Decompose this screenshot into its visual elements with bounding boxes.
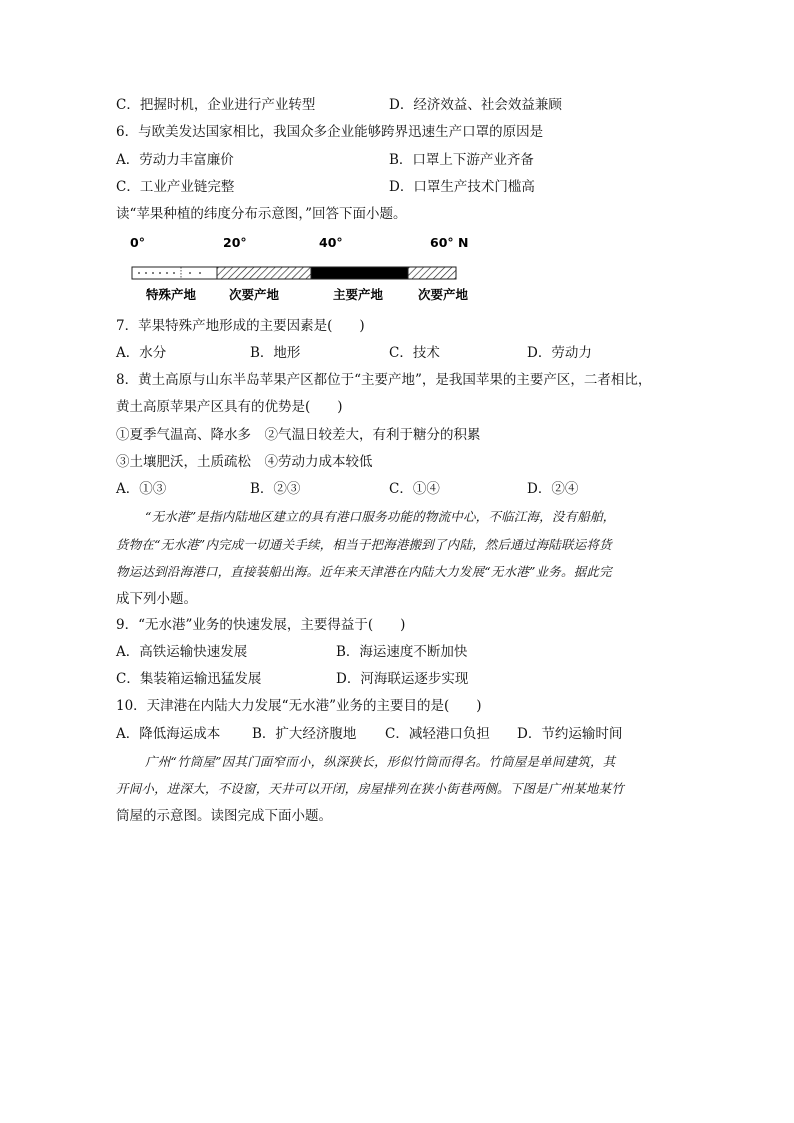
lat-label-40: 40°: [319, 235, 343, 250]
q6-option-b: B．口罩上下游产业齐备: [389, 152, 534, 168]
q8-stem-line1: 8．黄土高原与山东半岛苹果产区都位于“主要产地”，是我国苹果的主要产区，二者相比，: [116, 372, 652, 388]
q8-option-b: B．②③: [250, 481, 301, 497]
q7-option-a: A．水分: [116, 345, 167, 361]
zone-label-special: 特殊产地: [146, 287, 197, 302]
zone-label-secondary-south: 次要产地: [229, 287, 280, 302]
zone-label-secondary-north: 次要产地: [418, 287, 469, 302]
q10-stem: 10．天津港在内陆大力发展“无水港”业务的主要目的是( ): [116, 698, 482, 714]
tube-passage-line3: 筒屋的示意图。读图完成下面小题。: [116, 808, 332, 824]
q10-option-a: A．降低海运成本: [116, 726, 221, 742]
q9-option-b: B．海运速度不断加快: [336, 644, 468, 660]
q9-option-d: D．河海联运逐步实现: [336, 671, 469, 687]
q6-option-a: A．劳动力丰富廉价: [116, 152, 234, 168]
q10-option-c: C．减轻港口负担: [385, 726, 490, 742]
port-passage-line3: 物运达到沿海港口，直接装船出海。近年来天津港在内陆大力发展“无水港”业务。据此完: [116, 564, 612, 579]
zone-secondary-bar-north: [408, 267, 456, 279]
q8-items-line1: ①夏季气温高、降水多 ②气温日较差大，有利于糖分的积累: [116, 427, 481, 443]
q9-option-a: A．高铁运输快速发展: [116, 644, 248, 660]
lat-label-0: 0°: [130, 235, 145, 250]
q7-stem: 7．苹果特殊产地形成的主要因素是( ): [116, 318, 365, 334]
q7-option-b: B．地形: [250, 345, 301, 361]
latitude-bar-figure: [126, 232, 486, 308]
q6-option-d: D．口罩生产技术门槛高: [389, 179, 535, 195]
q10-option-d: D．节约运输时间: [517, 726, 623, 742]
q6-option-c: C．工业产业链完整: [116, 179, 235, 195]
q5-option-d: D．经济效益、社会效益兼顾: [389, 97, 562, 113]
port-passage-line1: “无水港”是指内陆地区建立的具有港口服务功能的物流中心，不临江海，没有船舶，: [145, 509, 616, 524]
port-passage-line4: 成下列小题。: [116, 591, 197, 607]
zone-main-bar: [311, 267, 408, 279]
tube-passage-line1: 广州“竹筒屋”因其门面窄而小，纵深狭长，形似竹筒而得名。竹筒屋是单间建筑，其: [145, 754, 616, 769]
q8-option-a: A．①③: [116, 481, 167, 497]
lat-label-60n: 60° N: [430, 235, 469, 250]
zone-label-main: 主要产地: [333, 287, 384, 302]
tube-passage-line2: 开间小，进深大，不设窗，天井可以开闭，房屋排列在狭小街巷两侧。下图是广州某地某竹: [116, 781, 625, 796]
q9-option-c: C．集装箱运输迅猛发展: [116, 671, 262, 687]
lat-label-20: 20°: [223, 235, 247, 250]
port-passage-line2: 货物在“无水港”内完成一切通关手续，相当于把海港搬到了内陆，然后通过海陆联运将货: [116, 537, 612, 552]
q7-option-d: D．劳动力: [527, 345, 592, 361]
apple-intro: 读“苹果种植的纬度分布示意图，”回答下面小题。: [116, 206, 407, 222]
q10-option-b: B．扩大经济腹地: [252, 726, 357, 742]
q5-option-c: C．把握时机，企业进行产业转型: [116, 97, 316, 113]
q6-stem: 6．与欧美发达国家相比，我国众多企业能够跨界迅速生产口罩的原因是: [116, 124, 544, 140]
q8-items-line2: ③土壤肥沃，土质疏松 ④劳动力成本较低: [116, 454, 373, 470]
q8-option-d: D．②④: [527, 481, 579, 497]
q9-stem: 9．“无水港”业务的快速发展，主要得益于( ): [116, 617, 406, 633]
q8-option-c: C．①④: [389, 481, 440, 497]
zone-secondary-bar-south: [217, 267, 311, 279]
apple-latitude-diagram: [126, 232, 486, 308]
q8-stem-line2: 黄土高原苹果产区具有的优势是( ): [116, 399, 343, 415]
q7-option-c: C．技术: [389, 345, 440, 361]
